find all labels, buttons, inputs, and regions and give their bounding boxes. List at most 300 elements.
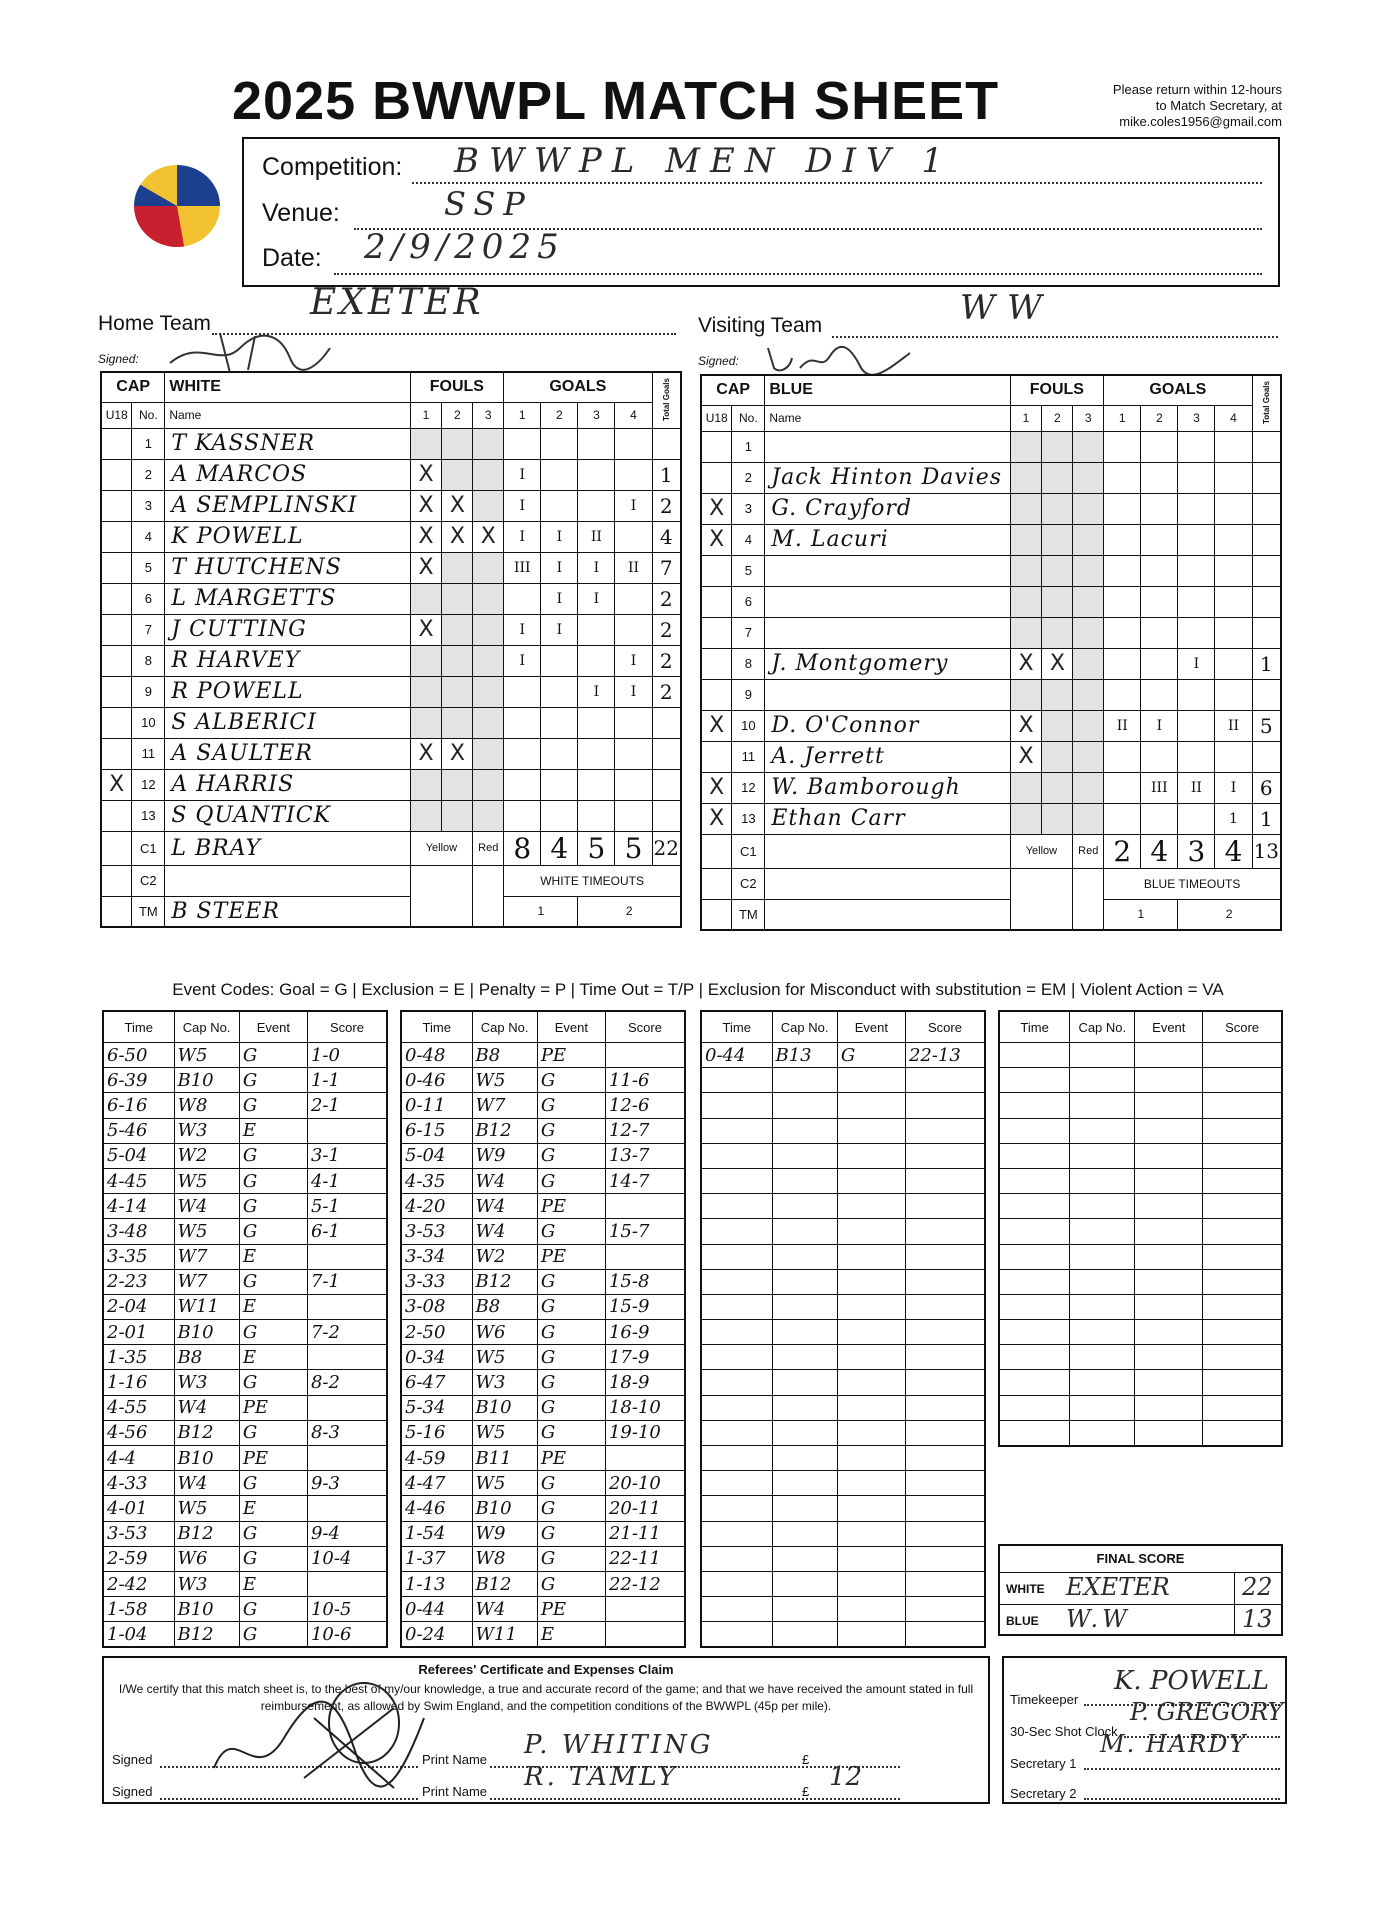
- goal-cell[interactable]: [615, 521, 652, 552]
- foul-cell[interactable]: [473, 769, 504, 800]
- foul-cell[interactable]: [473, 614, 504, 645]
- goal-cell[interactable]: [1215, 741, 1252, 772]
- event-code[interactable]: [837, 1143, 905, 1168]
- event-time[interactable]: 6-47: [401, 1370, 472, 1395]
- event-score[interactable]: 21-11: [605, 1521, 685, 1546]
- player-name[interactable]: T KASSNER: [165, 428, 410, 459]
- foul-cell[interactable]: [410, 800, 442, 831]
- goal-cell[interactable]: [1141, 462, 1178, 493]
- foul-cell[interactable]: [1010, 462, 1042, 493]
- event-time[interactable]: [999, 1168, 1070, 1193]
- event-code[interactable]: [837, 1269, 905, 1294]
- foul-cell[interactable]: X: [1010, 710, 1042, 741]
- event-time[interactable]: 6-15: [401, 1118, 472, 1143]
- player-name[interactable]: A SEMPLINSKI: [165, 490, 410, 521]
- goal-cell[interactable]: I: [615, 490, 652, 521]
- foul-cell[interactable]: [1073, 772, 1104, 803]
- event-time[interactable]: 4-14: [103, 1194, 174, 1219]
- goal-cell[interactable]: I: [541, 614, 578, 645]
- foul-cell[interactable]: [473, 645, 504, 676]
- event-time[interactable]: 0-44: [401, 1597, 472, 1622]
- goal-cell[interactable]: [504, 583, 541, 614]
- event-code[interactable]: G: [537, 1294, 605, 1319]
- u18-cell[interactable]: [701, 617, 732, 648]
- goal-cell[interactable]: [615, 583, 652, 614]
- event-time[interactable]: 3-53: [401, 1219, 472, 1244]
- event-code[interactable]: [837, 1118, 905, 1143]
- player-name[interactable]: A. Jerrett: [765, 741, 1010, 772]
- foul-cell[interactable]: [1010, 617, 1042, 648]
- event-cap[interactable]: W3: [472, 1370, 537, 1395]
- event-code[interactable]: [837, 1294, 905, 1319]
- event-cap[interactable]: [772, 1597, 837, 1622]
- event-score[interactable]: [905, 1143, 985, 1168]
- event-code[interactable]: G: [239, 1143, 307, 1168]
- goal-cell[interactable]: [504, 738, 541, 769]
- event-score[interactable]: 19-10: [605, 1420, 685, 1445]
- event-time[interactable]: [701, 1571, 772, 1596]
- event-code[interactable]: G: [537, 1471, 605, 1496]
- goal-cell[interactable]: II: [1104, 710, 1141, 741]
- foul-cell[interactable]: X: [410, 614, 442, 645]
- player-name[interactable]: S ALBERICI: [165, 707, 410, 738]
- goal-cell[interactable]: [504, 428, 541, 459]
- player-name[interactable]: [765, 555, 1010, 586]
- event-time[interactable]: [701, 1521, 772, 1546]
- goal-cell[interactable]: [504, 707, 541, 738]
- event-score[interactable]: 9-4: [307, 1521, 387, 1546]
- event-score[interactable]: [1203, 1294, 1282, 1319]
- event-time[interactable]: [701, 1194, 772, 1219]
- goal-cell[interactable]: [1215, 462, 1252, 493]
- event-cap[interactable]: W11: [472, 1622, 537, 1647]
- event-score[interactable]: 18-9: [605, 1370, 685, 1395]
- player-name[interactable]: D. O'Connor: [765, 710, 1010, 741]
- goal-cell[interactable]: [1141, 586, 1178, 617]
- event-time[interactable]: [701, 1093, 772, 1118]
- event-cap[interactable]: W4: [174, 1395, 239, 1420]
- event-time[interactable]: [999, 1244, 1070, 1269]
- quarter-total[interactable]: 4: [541, 831, 578, 865]
- timekeeper-value[interactable]: K. POWELL: [1114, 1666, 1269, 1696]
- event-time[interactable]: 2-23: [103, 1269, 174, 1294]
- goal-cell[interactable]: [504, 800, 541, 831]
- event-code[interactable]: [1135, 1194, 1203, 1219]
- timeout-1[interactable]: 1: [504, 896, 578, 927]
- secretary1-value[interactable]: M. HARDY: [1100, 1730, 1248, 1758]
- event-code[interactable]: G: [239, 1471, 307, 1496]
- player-total[interactable]: [1252, 555, 1281, 586]
- foul-cell[interactable]: X: [1042, 648, 1073, 679]
- event-score[interactable]: [307, 1571, 387, 1596]
- event-code[interactable]: [837, 1219, 905, 1244]
- foul-cell[interactable]: [442, 800, 473, 831]
- event-cap[interactable]: W5: [174, 1219, 239, 1244]
- foul-cell[interactable]: [442, 459, 473, 490]
- goal-cell[interactable]: [504, 769, 541, 800]
- goal-cell[interactable]: I: [1141, 710, 1178, 741]
- event-cap[interactable]: [772, 1395, 837, 1420]
- event-code[interactable]: [1135, 1093, 1203, 1118]
- event-code[interactable]: PE: [239, 1395, 307, 1420]
- grand-total[interactable]: 13: [1252, 834, 1281, 868]
- player-total[interactable]: 1: [1252, 803, 1281, 834]
- event-score[interactable]: [1203, 1370, 1282, 1395]
- event-time[interactable]: 0-48: [401, 1043, 472, 1068]
- event-cap[interactable]: [772, 1370, 837, 1395]
- event-cap[interactable]: W4: [174, 1471, 239, 1496]
- shotclock-value[interactable]: P. GREGORY: [1130, 1698, 1284, 1726]
- event-time[interactable]: 2-42: [103, 1571, 174, 1596]
- event-time[interactable]: 2-04: [103, 1294, 174, 1319]
- player-name[interactable]: K POWELL: [165, 521, 410, 552]
- event-score[interactable]: 20-10: [605, 1471, 685, 1496]
- goal-cell[interactable]: [615, 428, 652, 459]
- event-time[interactable]: [999, 1420, 1070, 1445]
- event-code[interactable]: [1135, 1043, 1203, 1068]
- player-name[interactable]: M. Lacuri: [765, 524, 1010, 555]
- foul-cell[interactable]: [442, 583, 473, 614]
- event-code[interactable]: E: [239, 1571, 307, 1596]
- goal-cell[interactable]: [541, 676, 578, 707]
- u18-cell[interactable]: [701, 586, 732, 617]
- event-cap[interactable]: [1070, 1269, 1135, 1294]
- event-cap[interactable]: W5: [472, 1420, 537, 1445]
- event-time[interactable]: 4-45: [103, 1168, 174, 1193]
- event-cap[interactable]: [1070, 1370, 1135, 1395]
- foul-cell[interactable]: X: [410, 552, 442, 583]
- event-score[interactable]: 14-7: [605, 1168, 685, 1193]
- event-score[interactable]: 7-2: [307, 1320, 387, 1345]
- goal-cell[interactable]: [1141, 493, 1178, 524]
- event-cap[interactable]: [1070, 1068, 1135, 1093]
- event-cap[interactable]: B10: [472, 1395, 537, 1420]
- event-score[interactable]: [905, 1118, 985, 1143]
- event-cap[interactable]: W4: [472, 1597, 537, 1622]
- player-total[interactable]: [652, 800, 681, 831]
- event-code[interactable]: E: [239, 1244, 307, 1269]
- event-score[interactable]: 5-1: [307, 1194, 387, 1219]
- foul-cell[interactable]: [1073, 710, 1104, 741]
- event-score[interactable]: [905, 1597, 985, 1622]
- event-time[interactable]: [701, 1068, 772, 1093]
- event-score[interactable]: [905, 1622, 985, 1647]
- event-cap[interactable]: W5: [472, 1068, 537, 1093]
- event-score[interactable]: [905, 1068, 985, 1093]
- event-code[interactable]: [837, 1194, 905, 1219]
- event-cap[interactable]: [772, 1496, 837, 1521]
- event-time[interactable]: 1-13: [401, 1571, 472, 1596]
- goal-cell[interactable]: [1178, 679, 1215, 710]
- player-name[interactable]: R POWELL: [165, 676, 410, 707]
- foul-cell[interactable]: [473, 583, 504, 614]
- goal-cell[interactable]: I: [504, 614, 541, 645]
- event-cap[interactable]: W2: [472, 1244, 537, 1269]
- event-score[interactable]: [1203, 1244, 1282, 1269]
- foul-cell[interactable]: [1073, 617, 1104, 648]
- event-cap[interactable]: B12: [472, 1118, 537, 1143]
- u18-cell[interactable]: [101, 738, 132, 769]
- event-cap[interactable]: W3: [174, 1571, 239, 1596]
- u18-cell[interactable]: [101, 707, 132, 738]
- goal-cell[interactable]: I: [504, 521, 541, 552]
- goal-cell[interactable]: [1215, 493, 1252, 524]
- event-code[interactable]: [837, 1370, 905, 1395]
- goal-cell[interactable]: [1178, 586, 1215, 617]
- event-cap[interactable]: [772, 1143, 837, 1168]
- event-code[interactable]: PE: [537, 1194, 605, 1219]
- event-code[interactable]: PE: [537, 1446, 605, 1471]
- event-code[interactable]: G: [239, 1420, 307, 1445]
- event-time[interactable]: [999, 1345, 1070, 1370]
- quarter-total[interactable]: 4: [1215, 834, 1252, 868]
- foul-cell[interactable]: [1073, 803, 1104, 834]
- white-team[interactable]: EXETER: [1066, 1573, 1170, 1601]
- event-cap[interactable]: W7: [174, 1269, 239, 1294]
- event-cap[interactable]: W3: [174, 1370, 239, 1395]
- event-time[interactable]: 5-46: [103, 1118, 174, 1143]
- event-score[interactable]: [905, 1093, 985, 1118]
- event-time[interactable]: 4-55: [103, 1395, 174, 1420]
- event-time[interactable]: 4-56: [103, 1420, 174, 1445]
- timeout-1[interactable]: 1: [1104, 899, 1178, 930]
- event-code[interactable]: G: [537, 1093, 605, 1118]
- foul-cell[interactable]: [410, 583, 442, 614]
- event-time[interactable]: [701, 1597, 772, 1622]
- player-total[interactable]: 4: [652, 521, 681, 552]
- event-time[interactable]: [701, 1446, 772, 1471]
- event-code[interactable]: G: [239, 1093, 307, 1118]
- event-score[interactable]: [905, 1546, 985, 1571]
- event-time[interactable]: [999, 1395, 1070, 1420]
- goal-cell[interactable]: II: [578, 521, 615, 552]
- event-score[interactable]: 22-13: [905, 1043, 985, 1068]
- venue-value[interactable]: SSP: [444, 185, 533, 223]
- event-code[interactable]: [1135, 1244, 1203, 1269]
- event-code[interactable]: PE: [239, 1446, 307, 1471]
- event-score[interactable]: [1203, 1219, 1282, 1244]
- event-cap[interactable]: W4: [472, 1194, 537, 1219]
- goal-cell[interactable]: [541, 738, 578, 769]
- event-score[interactable]: 1-1: [307, 1068, 387, 1093]
- event-code[interactable]: G: [537, 1496, 605, 1521]
- goal-cell[interactable]: [578, 800, 615, 831]
- event-score[interactable]: [1203, 1395, 1282, 1420]
- quarter-total[interactable]: 5: [615, 831, 652, 865]
- event-time[interactable]: 0-44: [701, 1043, 772, 1068]
- white-score[interactable]: 22: [1242, 1573, 1273, 1601]
- goal-cell[interactable]: [1178, 803, 1215, 834]
- event-score[interactable]: [905, 1345, 985, 1370]
- event-score[interactable]: [1203, 1320, 1282, 1345]
- event-time[interactable]: [701, 1294, 772, 1319]
- event-time[interactable]: [999, 1219, 1070, 1244]
- event-score[interactable]: [1203, 1043, 1282, 1068]
- goal-cell[interactable]: [1141, 741, 1178, 772]
- u18-cell[interactable]: [101, 800, 132, 831]
- goal-cell[interactable]: II: [1215, 710, 1252, 741]
- event-score[interactable]: [1203, 1068, 1282, 1093]
- foul-cell[interactable]: [1042, 679, 1073, 710]
- event-score[interactable]: 2-1: [307, 1093, 387, 1118]
- player-total[interactable]: [1252, 431, 1281, 462]
- event-score[interactable]: [605, 1244, 685, 1269]
- event-cap[interactable]: B12: [174, 1622, 239, 1647]
- goal-cell[interactable]: [1215, 586, 1252, 617]
- player-name[interactable]: [765, 679, 1010, 710]
- event-code[interactable]: G: [239, 1043, 307, 1068]
- u18-cell[interactable]: [101, 614, 132, 645]
- event-score[interactable]: 13-7: [605, 1143, 685, 1168]
- u18-cell[interactable]: [701, 555, 732, 586]
- goal-cell[interactable]: [1104, 462, 1141, 493]
- event-code[interactable]: PE: [537, 1597, 605, 1622]
- goal-cell[interactable]: [578, 459, 615, 490]
- u18-cell[interactable]: [101, 490, 132, 521]
- event-cap[interactable]: W5: [472, 1471, 537, 1496]
- foul-cell[interactable]: [1073, 741, 1104, 772]
- event-score[interactable]: 7-1: [307, 1269, 387, 1294]
- event-cap[interactable]: [1070, 1294, 1135, 1319]
- event-time[interactable]: 4-33: [103, 1471, 174, 1496]
- event-time[interactable]: 1-16: [103, 1370, 174, 1395]
- foul-cell[interactable]: [1042, 617, 1073, 648]
- foul-cell[interactable]: [1073, 648, 1104, 679]
- player-total[interactable]: 5: [1252, 710, 1281, 741]
- goal-cell[interactable]: [1215, 648, 1252, 679]
- event-code[interactable]: G: [537, 1345, 605, 1370]
- goal-cell[interactable]: [1215, 617, 1252, 648]
- player-name[interactable]: A HARRIS: [165, 769, 410, 800]
- event-score[interactable]: [905, 1471, 985, 1496]
- timeout-2[interactable]: 2: [1178, 899, 1281, 930]
- foul-cell[interactable]: [1042, 710, 1073, 741]
- event-score[interactable]: 17-9: [605, 1345, 685, 1370]
- player-name[interactable]: [765, 617, 1010, 648]
- event-time[interactable]: 4-4: [103, 1446, 174, 1471]
- event-cap[interactable]: [1070, 1168, 1135, 1193]
- player-total[interactable]: [652, 428, 681, 459]
- u18-cell[interactable]: [701, 431, 732, 462]
- goal-cell[interactable]: [578, 738, 615, 769]
- event-time[interactable]: [701, 1622, 772, 1647]
- event-cap[interactable]: [772, 1194, 837, 1219]
- goal-cell[interactable]: [615, 738, 652, 769]
- event-code[interactable]: G: [239, 1269, 307, 1294]
- goal-cell[interactable]: [578, 428, 615, 459]
- event-code[interactable]: G: [239, 1546, 307, 1571]
- u18-cell[interactable]: [701, 741, 732, 772]
- event-code[interactable]: G: [239, 1597, 307, 1622]
- player-total[interactable]: [1252, 462, 1281, 493]
- event-cap[interactable]: W9: [472, 1143, 537, 1168]
- goal-cell[interactable]: I: [504, 459, 541, 490]
- event-score[interactable]: 16-9: [605, 1320, 685, 1345]
- goal-cell[interactable]: [1104, 524, 1141, 555]
- event-code[interactable]: G: [537, 1143, 605, 1168]
- event-code[interactable]: E: [239, 1345, 307, 1370]
- event-code[interactable]: [837, 1395, 905, 1420]
- event-score[interactable]: 18-10: [605, 1395, 685, 1420]
- foul-cell[interactable]: [473, 676, 504, 707]
- event-cap[interactable]: [1070, 1244, 1135, 1269]
- event-code[interactable]: G: [537, 1118, 605, 1143]
- event-cap[interactable]: [1070, 1118, 1135, 1143]
- foul-cell[interactable]: [410, 769, 442, 800]
- goal-cell[interactable]: [541, 769, 578, 800]
- foul-cell[interactable]: [1010, 772, 1042, 803]
- event-cap[interactable]: B10: [174, 1446, 239, 1471]
- event-time[interactable]: 6-16: [103, 1093, 174, 1118]
- event-code[interactable]: [1135, 1370, 1203, 1395]
- event-code[interactable]: [1135, 1269, 1203, 1294]
- event-code[interactable]: E: [239, 1294, 307, 1319]
- event-code[interactable]: [1135, 1345, 1203, 1370]
- player-total[interactable]: 7: [652, 552, 681, 583]
- goal-cell[interactable]: [615, 800, 652, 831]
- blue-score[interactable]: 13: [1242, 1605, 1273, 1633]
- goal-cell[interactable]: I: [615, 676, 652, 707]
- event-code[interactable]: G: [537, 1320, 605, 1345]
- tm-name[interactable]: B STEER: [165, 896, 410, 927]
- goal-cell[interactable]: I: [578, 676, 615, 707]
- event-code[interactable]: G: [239, 1521, 307, 1546]
- event-code[interactable]: E: [537, 1622, 605, 1647]
- foul-cell[interactable]: [473, 428, 504, 459]
- event-time[interactable]: [999, 1194, 1070, 1219]
- event-cap[interactable]: [1070, 1395, 1135, 1420]
- event-cap[interactable]: W4: [472, 1168, 537, 1193]
- goal-cell[interactable]: [1178, 617, 1215, 648]
- event-score[interactable]: [605, 1597, 685, 1622]
- event-cap[interactable]: [772, 1622, 837, 1647]
- event-score[interactable]: [605, 1043, 685, 1068]
- u18-cell[interactable]: [101, 521, 132, 552]
- event-code[interactable]: [1135, 1118, 1203, 1143]
- u18-cell[interactable]: X: [701, 710, 732, 741]
- player-total[interactable]: 6: [1252, 772, 1281, 803]
- event-time[interactable]: [701, 1244, 772, 1269]
- event-cap[interactable]: [772, 1546, 837, 1571]
- foul-cell[interactable]: [473, 459, 504, 490]
- event-time[interactable]: 3-53: [103, 1521, 174, 1546]
- event-cap[interactable]: [772, 1068, 837, 1093]
- event-cap[interactable]: W8: [472, 1546, 537, 1571]
- event-score[interactable]: [605, 1622, 685, 1647]
- foul-cell[interactable]: [1073, 679, 1104, 710]
- foul-cell[interactable]: [1010, 555, 1042, 586]
- event-score[interactable]: 12-6: [605, 1093, 685, 1118]
- u18-cell[interactable]: [101, 583, 132, 614]
- event-time[interactable]: [701, 1496, 772, 1521]
- event-cap[interactable]: [772, 1420, 837, 1445]
- event-time[interactable]: 4-47: [401, 1471, 472, 1496]
- event-time[interactable]: 0-46: [401, 1068, 472, 1093]
- u18-cell[interactable]: [101, 552, 132, 583]
- event-score[interactable]: 4-1: [307, 1168, 387, 1193]
- foul-cell[interactable]: [442, 676, 473, 707]
- event-code[interactable]: [837, 1597, 905, 1622]
- event-code[interactable]: G: [537, 1219, 605, 1244]
- player-total[interactable]: 2: [652, 490, 681, 521]
- event-code[interactable]: [837, 1345, 905, 1370]
- c1-name[interactable]: [765, 834, 1010, 868]
- foul-cell[interactable]: [442, 769, 473, 800]
- event-cap[interactable]: [1070, 1420, 1135, 1445]
- goal-cell[interactable]: [1141, 555, 1178, 586]
- player-name[interactable]: J. Montgomery: [765, 648, 1010, 679]
- event-time[interactable]: 1-54: [401, 1521, 472, 1546]
